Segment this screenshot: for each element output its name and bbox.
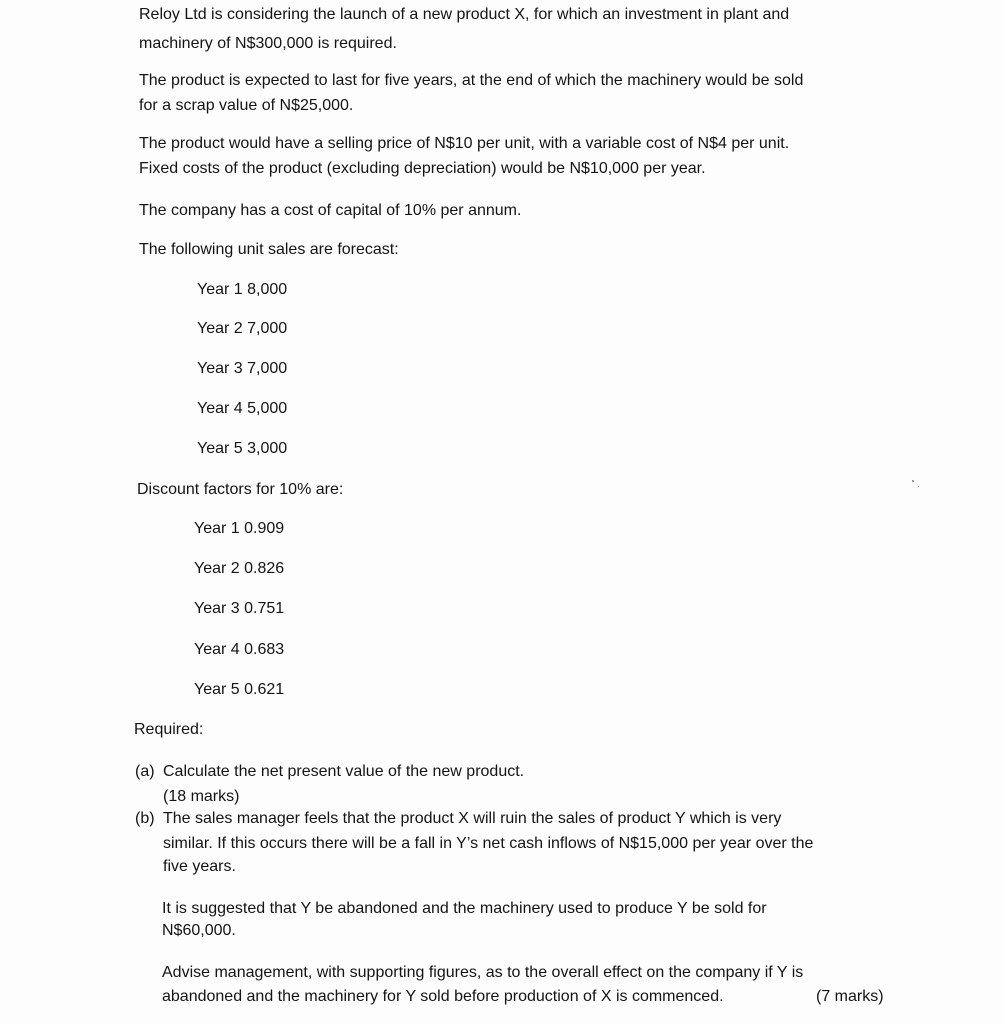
text-line: for a scrap value of N$25,000.: [139, 97, 354, 114]
list-item: [197, 438, 287, 460]
list-item: [197, 398, 287, 420]
forecast-year: Year 2: [197, 320, 243, 337]
question-text-line: N$60,000.: [162, 922, 236, 939]
text-line: The following unit sales are forecast:: [139, 241, 399, 258]
question-text-line: five years.: [163, 858, 236, 875]
discount-year: Year 2: [194, 560, 240, 577]
forecast-units: 7,000: [247, 320, 288, 337]
forecast-units: 3,000: [247, 440, 288, 457]
list-item: [194, 558, 284, 580]
forecast-year: Year 3: [197, 360, 243, 377]
question-text-line: Advise management, with supporting figures, as to the overall effect on the company if Y is: [162, 964, 804, 981]
discount-factor: 0.683: [244, 641, 285, 658]
text-line: Reloy Ltd is considering the launch of a new product X, for which an investment in plant and: [139, 6, 790, 23]
question-text-line: It is suggested that Y be abandoned and the machinery used to produce Y be sold for: [162, 900, 767, 917]
required-heading: Required:: [134, 721, 204, 738]
list-item: [197, 279, 287, 301]
text-line: Fixed costs of the product (excluding depreciation) would be N$10,000 per year.: [139, 160, 706, 177]
scan-speck: [918, 486, 919, 487]
discount-year: Year 1: [194, 520, 240, 537]
text-line: The product is expected to last for five years, at the end of which the machinery would be sold: [139, 72, 804, 89]
discount-factor: 0.621: [244, 681, 285, 698]
list-item: [194, 598, 284, 620]
marks-label: (7 marks): [816, 988, 884, 1005]
question-letter: (b): [135, 810, 155, 827]
marks-label: (18 marks): [163, 788, 240, 805]
discount-factor: 0.826: [244, 560, 285, 577]
list-item: [194, 679, 284, 701]
forecast-units: 8,000: [247, 281, 288, 298]
forecast-year: Year 1: [197, 281, 243, 298]
question-text-line: abandoned and the machinery for Y sold before production of X is commenced.: [162, 988, 724, 1005]
forecast-units: 7,000: [247, 360, 288, 377]
discount-factor: 0.751: [244, 600, 285, 617]
list-item: [197, 358, 287, 380]
discount-year: Year 5: [194, 681, 240, 698]
text-line: The company has a cost of capital of 10% per annum.: [139, 202, 522, 219]
discount-year: Year 3: [194, 600, 240, 617]
text-line: The product would have a selling price of N$10 per unit, with a variable cost of N$4 per unit.: [139, 135, 790, 152]
discount-year: Year 4: [194, 641, 240, 658]
scan-speck: [912, 480, 914, 482]
discount-factor: 0.909: [244, 520, 285, 537]
list-item: [194, 518, 284, 540]
forecast-year: Year 5: [197, 440, 243, 457]
question-text-line: similar. If this occurs there will be a fall in Y’s net cash inflows of N$15,000 per year over the: [163, 835, 814, 852]
text-line: machinery of N$300,000 is required.: [139, 35, 397, 52]
list-item: [197, 318, 287, 340]
discount-heading: Discount factors for 10% are:: [137, 481, 344, 498]
question-letter: (a): [135, 763, 155, 780]
forecast-units: 5,000: [247, 400, 288, 417]
question-text-line: The sales manager feels that the product X will ruin the sales of product Y which is very: [163, 810, 782, 827]
list-item: [194, 639, 284, 661]
forecast-year: Year 4: [197, 400, 243, 417]
question-text: Calculate the net present value of the new product.: [163, 763, 525, 780]
